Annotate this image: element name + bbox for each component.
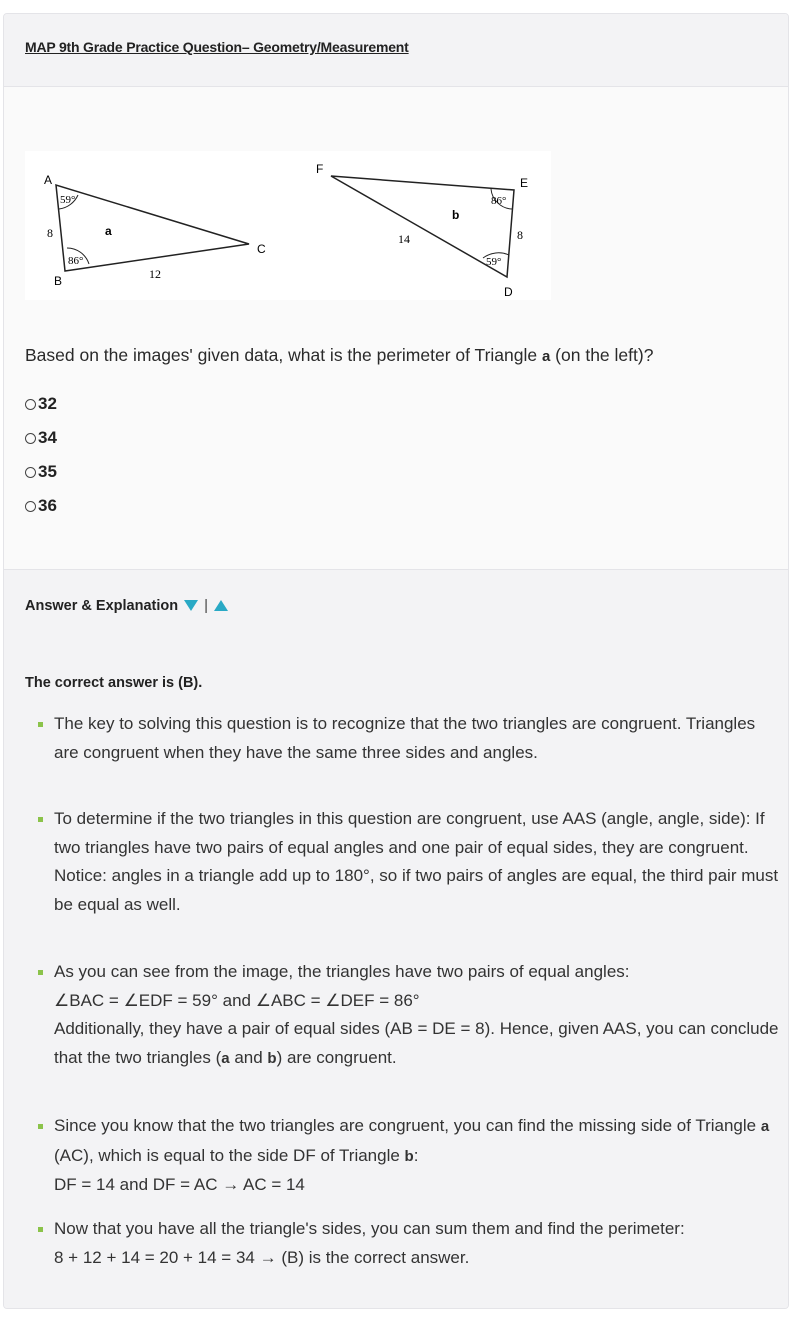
card-header [4, 14, 788, 87]
vertex-a-label: A [44, 173, 53, 187]
expand-triangle-icon[interactable] [184, 600, 198, 611]
triangles-figure [25, 151, 551, 300]
angle-b-label: 86° [68, 255, 84, 267]
option-label: 35 [38, 462, 57, 481]
triangle-a-name: a [105, 224, 112, 238]
bullet-3-line-3: Additionally, they have a pair of equal sides (AB = DE = 8). Hence, given AAS, you can conclude that the two triangles (a and b) are congruent. [54, 1019, 779, 1067]
explanation-bullet-5 [54, 1215, 779, 1272]
triangle-b [316, 162, 528, 299]
vertex-c-label: C [257, 242, 266, 256]
radio-icon[interactable] [25, 433, 36, 444]
answer-options [25, 387, 57, 523]
side-bc-label: 12 [149, 267, 161, 281]
question-text-start: Based on the images' given data, what is the perimeter of Triangle [25, 345, 542, 365]
explanation-bullet-2: To determine if the two triangles in this question are congruent, use AAS (angle, angle, side): If two triangles have two pairs of equal angles and one pair of equal sides, they are congruent. Notice: angles in a triangle add up to 180°, so if two pairs of angles are equal, the third pair must be equal as well. [54, 805, 779, 919]
radio-icon[interactable] [25, 467, 36, 478]
side-ed-label: 8 [517, 228, 523, 242]
bullet-5-line-2: 8 + 12 + 14 = 20 + 14 = 34 → (B) is the correct answer. [54, 1247, 470, 1267]
collapse-triangle-icon[interactable] [214, 600, 228, 611]
option-36[interactable] [25, 489, 57, 523]
page-title[interactable]: MAP 9th Grade Practice Question– Geometry/Measurement [25, 39, 409, 55]
question-section [4, 87, 788, 570]
answer-section [4, 570, 788, 1309]
angle-d-label: 59° [486, 256, 502, 268]
answer-header-label[interactable]: Answer & Explanation [25, 597, 179, 614]
angle-a-label: 59° [60, 194, 76, 206]
question-text-end: (on the left)? [550, 345, 654, 365]
angle-e-label: 86° [491, 195, 507, 207]
bullet-5-line-1: Now that you have all the triangle's sides, you can sum them and find the perimeter: [54, 1219, 685, 1238]
bullet-3-line-1: As you can see from the image, the triangles have two pairs of equal angles: [54, 962, 630, 981]
radio-icon[interactable] [25, 399, 36, 410]
bullet-4-line-1: Since you know that the two triangles are congruent, you can find the missing side of Triangle a (AC), which is equal to the side DF of Triangle b: [54, 1116, 770, 1165]
question-card [3, 13, 789, 1309]
option-35[interactable] [25, 455, 57, 489]
correct-answer: The correct answer is (B). [25, 675, 203, 691]
option-label: 32 [38, 394, 57, 413]
explanation-bullet-4 [54, 1112, 779, 1200]
side-fd-label: 14 [398, 232, 410, 246]
vertex-d-label: D [504, 285, 513, 299]
explanation-bullet-3 [54, 958, 779, 1073]
question-text [25, 345, 653, 366]
radio-icon[interactable] [25, 501, 36, 512]
answer-toggle[interactable] [25, 597, 228, 614]
vertex-e-label: E [520, 176, 529, 190]
side-ab-label: 8 [47, 226, 53, 240]
question-triangle-name: a [541, 348, 551, 365]
option-label: 34 [38, 428, 57, 447]
vertex-f-label: F [316, 162, 324, 176]
triangle-a [44, 173, 266, 288]
option-32[interactable] [25, 387, 57, 421]
vertex-b-label: B [54, 274, 63, 288]
explanation-bullet-1: The key to solving this question is to recognize that the two triangles are congruent. Triangles are congruent when they have the same three sides and angles. [54, 710, 779, 767]
bullet-4-line-2: DF = 14 and DF = AC → AC = 14 [54, 1175, 305, 1195]
toggle-separator: | [204, 597, 208, 614]
bullet-3-angles: ∠BAC = ∠EDF = 59° and ∠ABC = ∠DEF = 86° [54, 990, 420, 1010]
option-34[interactable] [25, 421, 57, 455]
option-label: 36 [38, 496, 57, 515]
triangle-b-name: b [452, 208, 460, 222]
